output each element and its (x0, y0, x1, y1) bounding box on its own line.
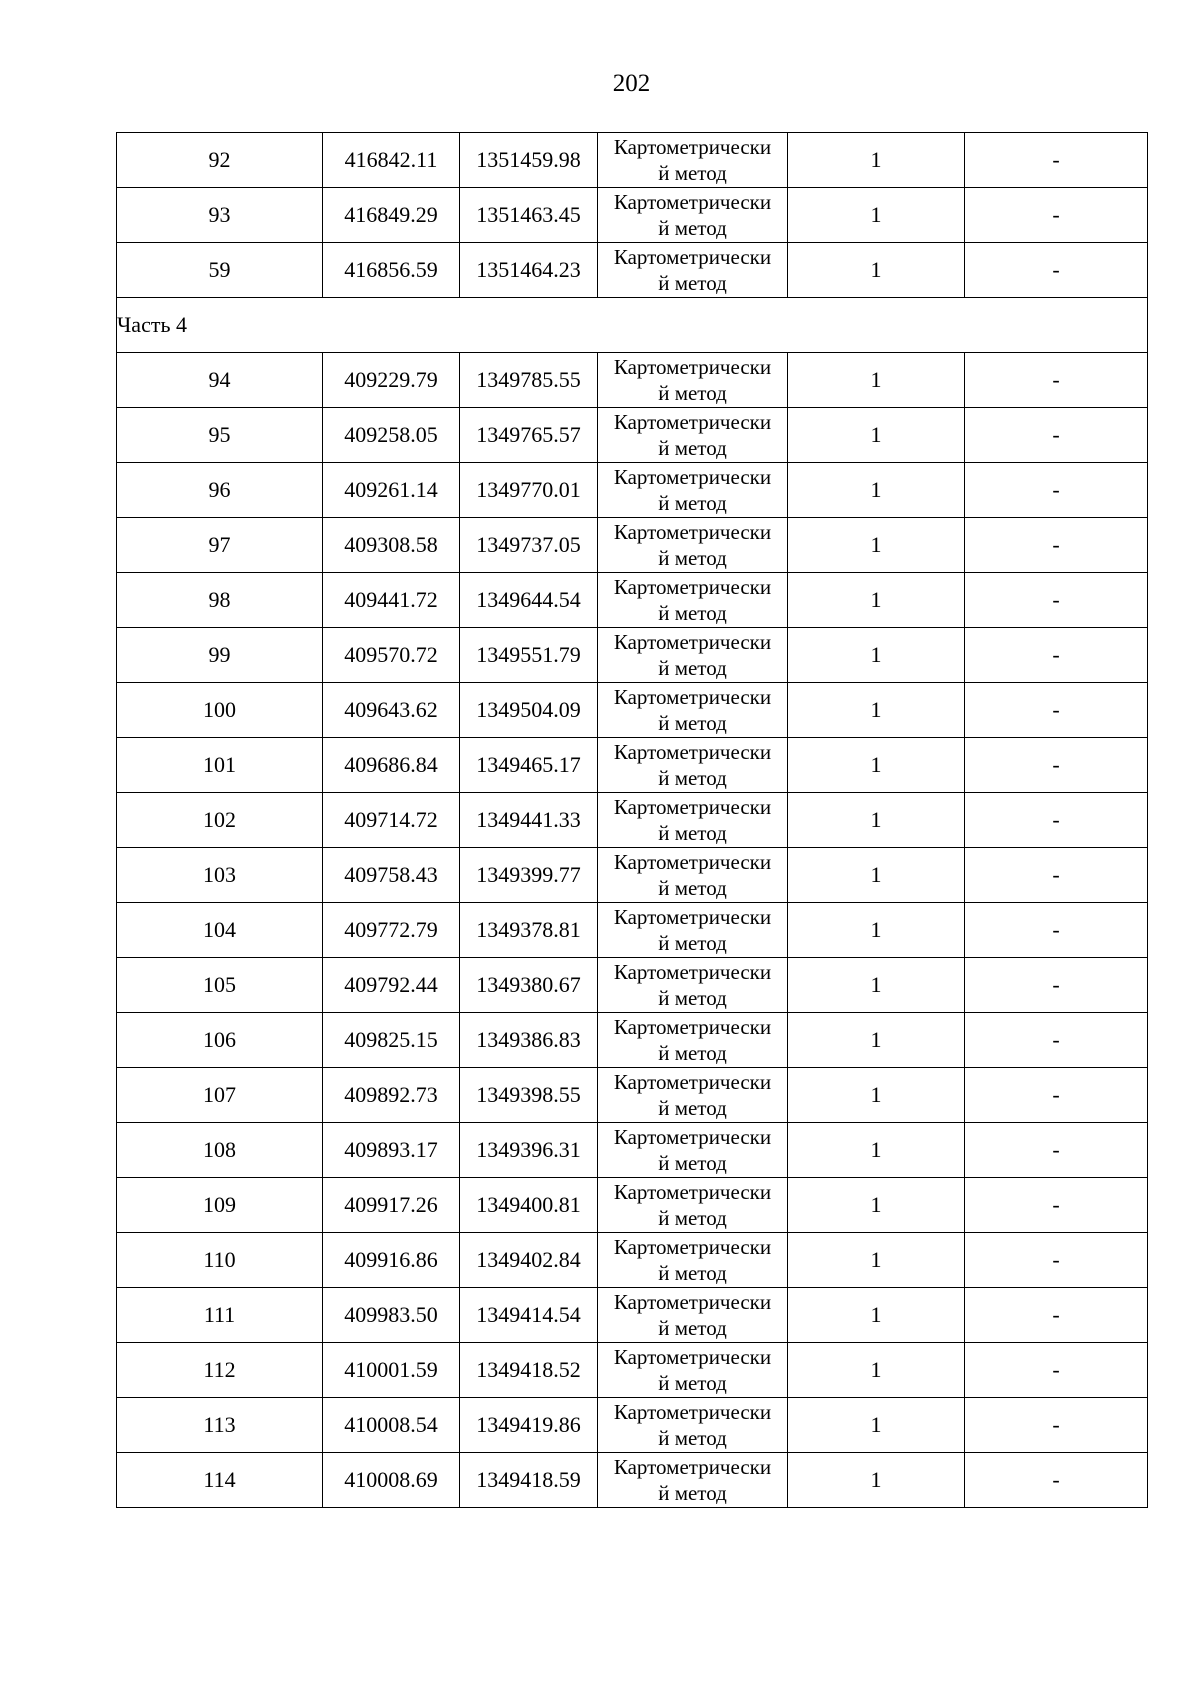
point-number-cell: 108 (117, 1123, 323, 1178)
method-cell: Картометрически й метод (598, 1398, 788, 1453)
y-coordinate-cell: 1349418.59 (460, 1453, 598, 1508)
note-cell: - (965, 463, 1148, 518)
x-coordinate-cell: 409916.86 (323, 1233, 460, 1288)
y-coordinate-cell: 1349765.57 (460, 408, 598, 463)
point-number-cell: 102 (117, 793, 323, 848)
note-cell: - (965, 738, 1148, 793)
method-cell: Картометрически й метод (598, 518, 788, 573)
x-coordinate-cell: 416842.11 (323, 133, 460, 188)
x-coordinate-cell: 409917.26 (323, 1178, 460, 1233)
method-cell: Картометрически й метод (598, 793, 788, 848)
x-coordinate-cell: 409308.58 (323, 518, 460, 573)
accuracy-cell: 1 (788, 408, 965, 463)
accuracy-cell: 1 (788, 1398, 965, 1453)
method-cell: Картометрически й метод (598, 408, 788, 463)
x-coordinate-cell: 409893.17 (323, 1123, 460, 1178)
table-row (117, 408, 1148, 463)
accuracy-cell: 1 (788, 1123, 965, 1178)
x-coordinate-cell: 409772.79 (323, 903, 460, 958)
x-coordinate-cell: 409643.62 (323, 683, 460, 738)
accuracy-cell: 1 (788, 1343, 965, 1398)
table-row (117, 1453, 1148, 1508)
y-coordinate-cell: 1349400.81 (460, 1178, 598, 1233)
note-cell: - (965, 243, 1148, 298)
x-coordinate-cell: 409686.84 (323, 738, 460, 793)
accuracy-cell: 1 (788, 683, 965, 738)
table-row (117, 573, 1148, 628)
table-body (117, 133, 1148, 1508)
x-coordinate-cell: 409983.50 (323, 1288, 460, 1343)
table-row (117, 628, 1148, 683)
table-row (117, 683, 1148, 738)
y-coordinate-cell: 1349441.33 (460, 793, 598, 848)
x-coordinate-cell: 409792.44 (323, 958, 460, 1013)
note-cell: - (965, 958, 1148, 1013)
x-coordinate-cell: 416856.59 (323, 243, 460, 298)
coordinates-table (116, 132, 1148, 1508)
y-coordinate-cell: 1349644.54 (460, 573, 598, 628)
point-number-cell: 94 (117, 353, 323, 408)
accuracy-cell: 1 (788, 903, 965, 958)
table-row (117, 243, 1148, 298)
note-cell: - (965, 518, 1148, 573)
method-cell: Картометрически й метод (598, 1178, 788, 1233)
x-coordinate-cell: 409261.14 (323, 463, 460, 518)
method-cell: Картометрически й метод (598, 683, 788, 738)
x-coordinate-cell: 409570.72 (323, 628, 460, 683)
x-coordinate-cell: 409258.05 (323, 408, 460, 463)
y-coordinate-cell: 1351459.98 (460, 133, 598, 188)
accuracy-cell: 1 (788, 518, 965, 573)
x-coordinate-cell: 416849.29 (323, 188, 460, 243)
method-cell: Картометрически й метод (598, 1123, 788, 1178)
note-cell: - (965, 903, 1148, 958)
y-coordinate-cell: 1349414.54 (460, 1288, 598, 1343)
method-cell: Картометрически й метод (598, 188, 788, 243)
note-cell: - (965, 793, 1148, 848)
table-row (117, 1178, 1148, 1233)
table-row (117, 1013, 1148, 1068)
table-row (117, 133, 1148, 188)
method-cell: Картометрически й метод (598, 463, 788, 518)
y-coordinate-cell: 1349399.77 (460, 848, 598, 903)
point-number-cell: 110 (117, 1233, 323, 1288)
y-coordinate-cell: 1349418.52 (460, 1343, 598, 1398)
y-coordinate-cell: 1349785.55 (460, 353, 598, 408)
point-number-cell: 107 (117, 1068, 323, 1123)
table-row (117, 518, 1148, 573)
accuracy-cell: 1 (788, 353, 965, 408)
accuracy-cell: 1 (788, 1288, 965, 1343)
accuracy-cell: 1 (788, 848, 965, 903)
point-number-cell: 92 (117, 133, 323, 188)
x-coordinate-cell: 410008.69 (323, 1453, 460, 1508)
note-cell: - (965, 1343, 1148, 1398)
note-cell: - (965, 1288, 1148, 1343)
point-number-cell: 104 (117, 903, 323, 958)
note-cell: - (965, 133, 1148, 188)
accuracy-cell: 1 (788, 738, 965, 793)
x-coordinate-cell: 409758.43 (323, 848, 460, 903)
table-row (117, 958, 1148, 1013)
note-cell: - (965, 1068, 1148, 1123)
note-cell: - (965, 408, 1148, 463)
table-row (117, 738, 1148, 793)
table-row (117, 463, 1148, 518)
accuracy-cell: 1 (788, 628, 965, 683)
method-cell: Картометрически й метод (598, 848, 788, 903)
table-row (117, 903, 1148, 958)
x-coordinate-cell: 409441.72 (323, 573, 460, 628)
point-number-cell: 113 (117, 1398, 323, 1453)
y-coordinate-cell: 1351463.45 (460, 188, 598, 243)
table-row (117, 1398, 1148, 1453)
method-cell: Картометрически й метод (598, 958, 788, 1013)
point-number-cell: 103 (117, 848, 323, 903)
table-row (117, 188, 1148, 243)
note-cell: - (965, 628, 1148, 683)
point-number-cell: 101 (117, 738, 323, 793)
table-row (117, 1288, 1148, 1343)
method-cell: Картометрически й метод (598, 1288, 788, 1343)
accuracy-cell: 1 (788, 793, 965, 848)
point-number-cell: 93 (117, 188, 323, 243)
y-coordinate-cell: 1349402.84 (460, 1233, 598, 1288)
point-number-cell: 111 (117, 1288, 323, 1343)
y-coordinate-cell: 1349737.05 (460, 518, 598, 573)
point-number-cell: 97 (117, 518, 323, 573)
table-row (117, 848, 1148, 903)
x-coordinate-cell: 410008.54 (323, 1398, 460, 1453)
point-number-cell: 59 (117, 243, 323, 298)
note-cell: - (965, 1123, 1148, 1178)
x-coordinate-cell: 410001.59 (323, 1343, 460, 1398)
page-number: 202 (612, 70, 651, 97)
y-coordinate-cell: 1349770.01 (460, 463, 598, 518)
point-number-cell: 98 (117, 573, 323, 628)
point-number-cell: 106 (117, 1013, 323, 1068)
method-cell: Картометрически й метод (598, 1233, 788, 1288)
point-number-cell: 100 (117, 683, 323, 738)
table-row (117, 793, 1148, 848)
accuracy-cell: 1 (788, 1178, 965, 1233)
method-cell: Картометрически й метод (598, 738, 788, 793)
y-coordinate-cell: 1349419.86 (460, 1398, 598, 1453)
point-number-cell: 105 (117, 958, 323, 1013)
y-coordinate-cell: 1351464.23 (460, 243, 598, 298)
point-number-cell: 109 (117, 1178, 323, 1233)
x-coordinate-cell: 409825.15 (323, 1013, 460, 1068)
accuracy-cell: 1 (788, 1453, 965, 1508)
note-cell: - (965, 1013, 1148, 1068)
table-row (117, 353, 1148, 408)
accuracy-cell: 1 (788, 958, 965, 1013)
x-coordinate-cell: 409714.72 (323, 793, 460, 848)
y-coordinate-cell: 1349386.83 (460, 1013, 598, 1068)
method-cell: Картометрически й метод (598, 1068, 788, 1123)
method-cell: Картометрически й метод (598, 1013, 788, 1068)
accuracy-cell: 1 (788, 573, 965, 628)
note-cell: - (965, 188, 1148, 243)
y-coordinate-cell: 1349504.09 (460, 683, 598, 738)
accuracy-cell: 1 (788, 243, 965, 298)
note-cell: - (965, 1453, 1148, 1508)
point-number-cell: 114 (117, 1453, 323, 1508)
point-number-cell: 96 (117, 463, 323, 518)
note-cell: - (965, 683, 1148, 738)
accuracy-cell: 1 (788, 1013, 965, 1068)
note-cell: - (965, 1178, 1148, 1233)
y-coordinate-cell: 1349380.67 (460, 958, 598, 1013)
x-coordinate-cell: 409892.73 (323, 1068, 460, 1123)
y-coordinate-cell: 1349398.55 (460, 1068, 598, 1123)
table-row (117, 1123, 1148, 1178)
accuracy-cell: 1 (788, 188, 965, 243)
method-cell: Картометрически й метод (598, 133, 788, 188)
y-coordinate-cell: 1349396.31 (460, 1123, 598, 1178)
note-cell: - (965, 353, 1148, 408)
y-coordinate-cell: 1349378.81 (460, 903, 598, 958)
accuracy-cell: 1 (788, 463, 965, 518)
note-cell: - (965, 1233, 1148, 1288)
accuracy-cell: 1 (788, 1233, 965, 1288)
accuracy-cell: 1 (788, 133, 965, 188)
method-cell: Картометрически й метод (598, 1453, 788, 1508)
note-cell: - (965, 1398, 1148, 1453)
point-number-cell: 112 (117, 1343, 323, 1398)
section-label: Часть 4 (117, 298, 1148, 353)
y-coordinate-cell: 1349465.17 (460, 738, 598, 793)
note-cell: - (965, 573, 1148, 628)
x-coordinate-cell: 409229.79 (323, 353, 460, 408)
point-number-cell: 95 (117, 408, 323, 463)
table-row (117, 1343, 1148, 1398)
method-cell: Картометрически й метод (598, 573, 788, 628)
method-cell: Картометрически й метод (598, 903, 788, 958)
point-number-cell: 99 (117, 628, 323, 683)
method-cell: Картометрически й метод (598, 353, 788, 408)
section-row (117, 298, 1148, 353)
method-cell: Картометрически й метод (598, 1343, 788, 1398)
y-coordinate-cell: 1349551.79 (460, 628, 598, 683)
table-row (117, 1233, 1148, 1288)
accuracy-cell: 1 (788, 1068, 965, 1123)
table-row (117, 1068, 1148, 1123)
method-cell: Картометрически й метод (598, 628, 788, 683)
method-cell: Картометрически й метод (598, 243, 788, 298)
note-cell: - (965, 848, 1148, 903)
